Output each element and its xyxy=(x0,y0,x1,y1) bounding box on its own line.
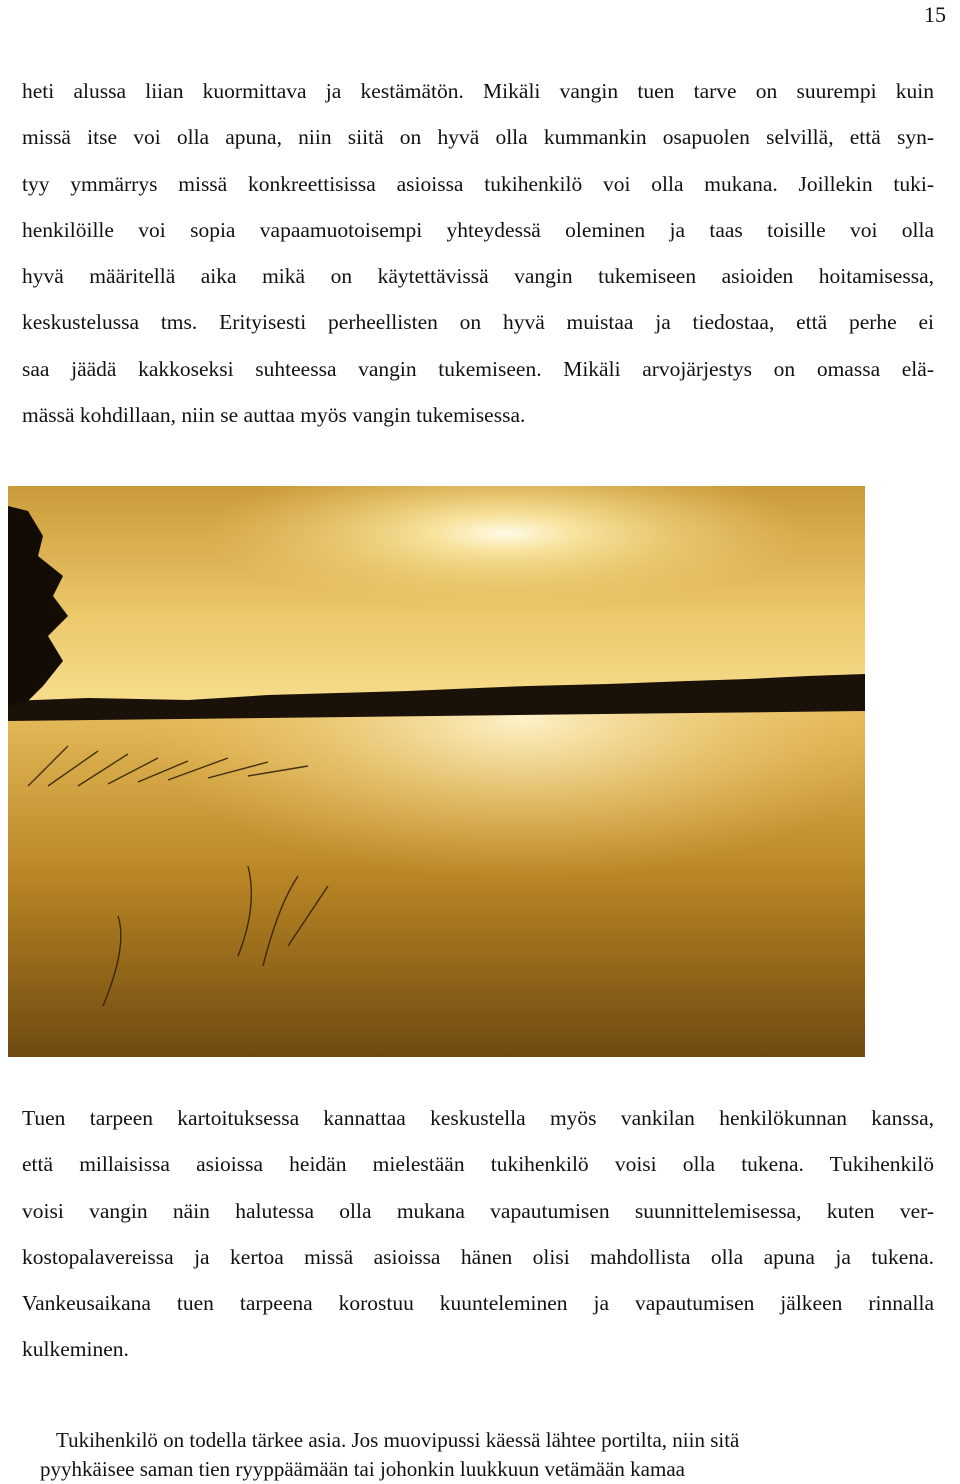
paragraph-line: henkilöille voi sopia vapaamuotoisempi yhteydessä oleminen ja taas toisille voi olla xyxy=(22,217,934,242)
paragraph-2 xyxy=(22,1095,934,1373)
paragraph-line: Vankeusaikana tuen tarpeena korostuu kuunteleminen ja vapautumisen jälkeen rinnalla xyxy=(22,1291,934,1316)
paragraph-line: mässä kohdillaan, niin se auttaa myös vangin tukemisessa. xyxy=(22,403,526,428)
paragraph-line: kulkeminen. xyxy=(22,1337,129,1362)
paragraph-line: Tuen tarpeen kartoituksessa kannattaa keskustella myös vankilan henkilökunnan kanssa, xyxy=(22,1106,934,1130)
sunset-lake-photo xyxy=(8,486,865,1057)
quote-line-2: pyyhkäisee saman tien ryyppäämään tai johonkin luukkuun vetämään kamaa xyxy=(40,1457,685,1481)
paragraph-line: hyvä määritellä aika mikä on käytettävissä vangin tukemiseen asioiden hoitamisessa, xyxy=(22,264,934,289)
sun-glow xyxy=(8,486,865,701)
paragraph-line: kostopalavereissa ja kertoa missä asioissa hänen olisi mahdollista olla apuna ja tukena. xyxy=(22,1244,934,1269)
sun-reflection xyxy=(8,701,865,1057)
paragraph-line: että millaisissa asioissa heidän mielestään tukihenkilö voisi olla tukena. Tukihenkilö xyxy=(22,1152,934,1177)
paragraph-line: heti alussa liian kuormittava ja kestämätön. Mikäli vangin tuen tarve on suurempi kuin xyxy=(22,79,934,103)
paragraph-line: voisi vangin näin halutessa olla mukana vapautumisen suunnittelemisessa, kuten ver- xyxy=(22,1198,934,1223)
quote-line-1: Tukihenkilö on todella tärkee asia. Jos muovipussi käessä lähtee portilta, niin sitä xyxy=(56,1428,740,1452)
paragraph-line: missä itse voi olla apuna, niin siitä on hyvä olla kummankin osapuolen selvillä, että syn- xyxy=(22,125,934,150)
paragraph-line: saa jäädä kakkoseksi suhteessa vangin tukemiseen. Mikäli arvojärjestys on omassa elä- xyxy=(22,356,934,381)
page-number: 15 xyxy=(924,2,946,27)
paragraph-1 xyxy=(22,68,934,438)
paragraph-line: tyy ymmärrys missä konkreettisissa asioissa tukihenkilö voi olla mukana. Joillekin tuki- xyxy=(22,171,934,196)
paragraph-line: keskustelussa tms. Erityisesti perheellisten on hyvä muistaa ja tiedostaa, että perhe ei xyxy=(22,310,934,335)
